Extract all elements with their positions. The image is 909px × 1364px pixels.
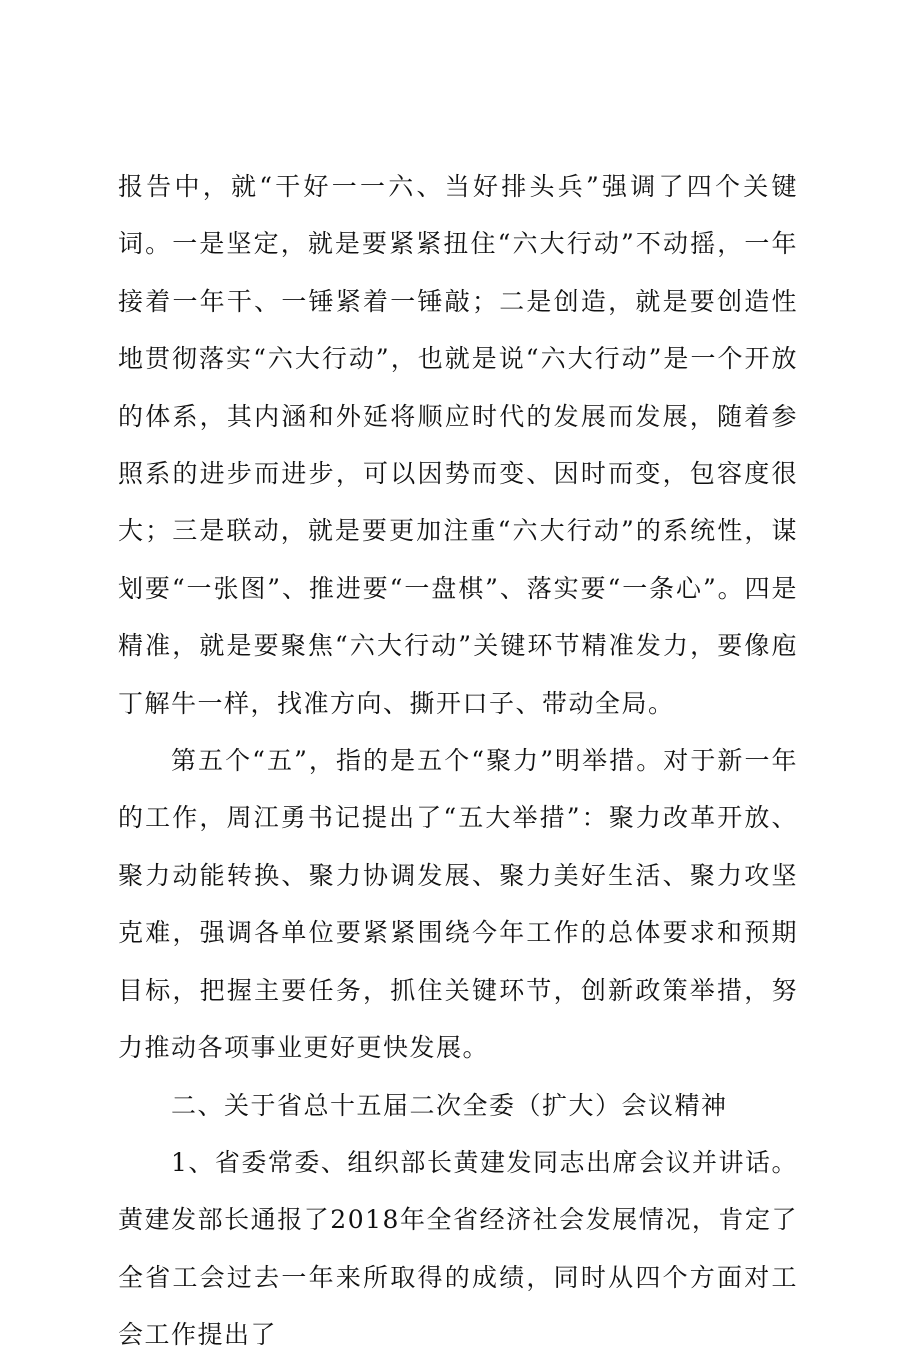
paragraph-keywords: 报告中，就“干好一一六、当好排头兵”强调了四个关键词。一是坚定，就是要紧紧扭住“六大行动”不动摇，一年接着一年干、一锤紧着一锤敲；二是创造，就是要创造性地贯彻落实“六大行动”，也就是说“六大行动”是一个开放的体系，其内涵和外延将顺应时代的发展而发展，随着参照系的进步而进步，可以因势而变、因时而变，包容度很大；三是联动，就是要更加注重“六大行动”的系统性，谋划要“一张图”、推进要“一盘棋”、落实要“一条心”。四是精准，就是要聚焦“六大行动”关键环节精准发力，要像庖丁解牛一样，找准方向、撕开口子、带动全局。: [118, 172, 798, 718]
section-heading-provincial-meeting: 二、关于省总十五届二次全委（扩大）会议精神: [171, 1090, 728, 1120]
document-body: [118, 158, 798, 1364]
paragraph-five-measures: 第五个“五”，指的是五个“聚力”明举措。对于新一年的工作，周江勇书记提出了“五大举措”：聚力改革开放、聚力动能转换、聚力协调发展、聚力美好生活、聚力攻坚克难，强调各单位要紧紧围绕今年工作的总体要求和预期目标，把握主要任务，抓住关键环节，创新政策举措，努力推动各项事业更好更快发展。: [118, 746, 798, 1063]
paragraph-huang-jianfa-speech: 1、省委常委、组织部长黄建发同志出席会议并讲话。黄建发部长通报了2018年全省经济社会发展情况，肯定了全省工会过去一年来所取得的成绩，同时从四个方面对工会工作提出了: [118, 1147, 798, 1350]
